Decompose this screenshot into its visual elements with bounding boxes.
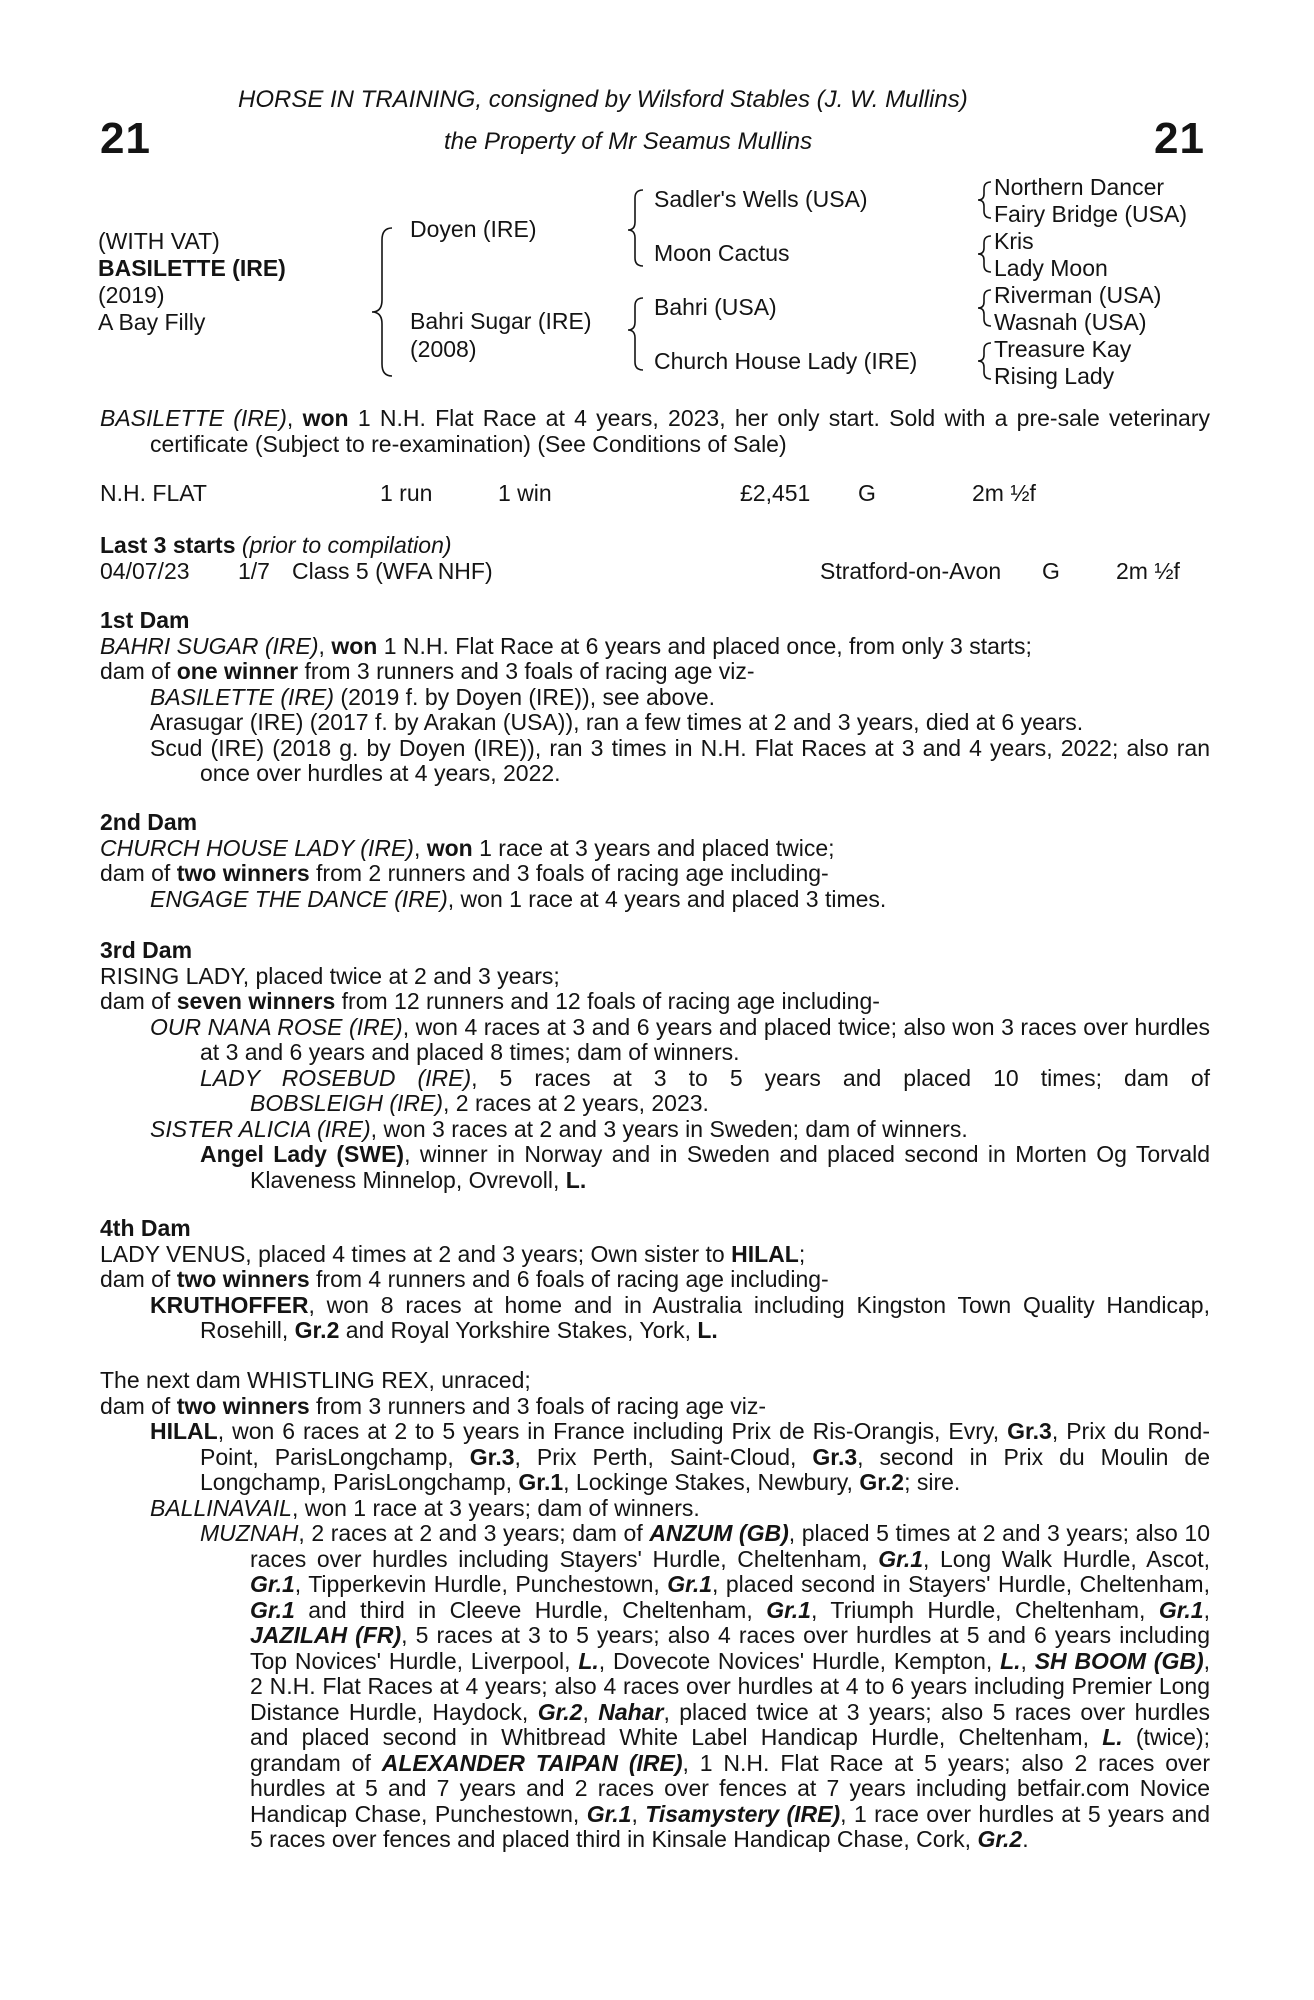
text: ; xyxy=(798,1240,806,1267)
text: , Triumph Hurdle, Cheltenham, xyxy=(810,1596,1159,1623)
fourth-dam-heading: 4th Dam xyxy=(100,1215,191,1241)
text: , second in Prix du Moulin de Longchamp, ParisLongchamp, xyxy=(200,1443,1210,1495)
g3-1: Northern Dancer xyxy=(994,174,1165,200)
text: , placed twice at 3 years; also 5 races over hurdles and placed second in Whitbread White Label Handicap Hurdle, Cheltenham, xyxy=(250,1698,1211,1750)
grade-label: Gr.1 xyxy=(250,1596,295,1623)
grade-label: L. xyxy=(578,1647,599,1674)
horse-desc: A Bay Filly xyxy=(98,309,206,335)
produce-name: JAZILAH (FR) xyxy=(250,1622,402,1648)
text: , xyxy=(1203,1596,1210,1623)
won-label: won xyxy=(426,834,473,861)
text: , won 4 races at 3 and 6 years and placed twice; also won 3 races over hurdles at 3 and 6 years and placed 8 times; dam of winners. xyxy=(200,1013,1210,1065)
produce-name: SISTER ALICIA (IRE) xyxy=(150,1115,371,1142)
text: dam of xyxy=(100,988,177,1014)
grade-label: Gr.1 xyxy=(586,1800,632,1827)
hilal-ref: HILAL xyxy=(731,1240,799,1267)
text: . xyxy=(1022,1826,1029,1852)
text: , 2 races at 2 years, 2023. xyxy=(442,1090,709,1116)
third-dam-heading: 3rd Dam xyxy=(100,937,193,963)
produce-name: Angel Lady (SWE) xyxy=(200,1141,405,1167)
g3-3: Kris xyxy=(994,228,1034,254)
produce-name: Tisamystery (IRE) xyxy=(645,1800,841,1827)
produce-name: BASILETTE (IRE) xyxy=(150,683,335,710)
text: , won 1 race at 3 years; dam of winners. xyxy=(291,1494,700,1521)
last3-title xyxy=(100,532,452,559)
produce-name: KRUTHOFFER xyxy=(150,1291,309,1318)
text: , won 6 races at 2 to 5 years in France including Prix de Ris-Orangis, Evry, xyxy=(217,1418,1008,1444)
grade-label: Gr.3 xyxy=(1007,1418,1052,1444)
produce-name: LADY ROSEBUD (IRE) xyxy=(200,1064,472,1091)
text: 1 race at 3 years and placed twice; xyxy=(472,834,835,861)
text: , xyxy=(631,1800,646,1827)
text: from 4 runners and 6 foals of racing age including- xyxy=(309,1266,829,1292)
text: , placed second in Stayers' Hurdle, Cheltenham, xyxy=(712,1571,1210,1597)
last3-dist: 2m ½f xyxy=(1116,558,1180,584)
grade-label: L. xyxy=(697,1317,718,1343)
text: , Lockinge Stakes, Newbury, xyxy=(563,1469,860,1495)
produce-name: SH BOOM (GB) xyxy=(1034,1647,1204,1674)
winners-label: seven winners xyxy=(176,988,336,1014)
grade-label: Gr.2 xyxy=(859,1469,905,1495)
grade-label: Gr.1 xyxy=(878,1545,924,1572)
text: , 5 races at 3 to 5 years and placed 10 times; dam of xyxy=(471,1064,1210,1091)
text: 1 N.H. Flat Race at 6 years and placed once, from only 3 starts; xyxy=(377,632,1032,659)
horse-year: (2019) xyxy=(98,282,165,308)
grade-label: L. xyxy=(565,1166,587,1193)
third-dam xyxy=(100,938,1210,1193)
produce-name: BALLINAVAIL xyxy=(150,1494,292,1521)
winners-label: two winners xyxy=(176,860,310,886)
summary: BASILETTE (IRE), won 1 N.H. Flat Race at 4 years, 2023, her only start. Sold with a pre-sale veterinary certificate (Subject to re-examination) (See Conditions of Sale) xyxy=(100,405,1211,457)
winners-label: two winners xyxy=(176,1392,310,1419)
sep: , xyxy=(413,834,427,861)
won-label: won xyxy=(331,632,378,659)
text: dam of xyxy=(100,1392,177,1419)
last3-pos: 1/7 xyxy=(238,558,270,584)
second-dam-heading: 2nd Dam xyxy=(100,809,198,835)
sire-sire: Sadler's Wells (USA) xyxy=(654,186,868,212)
g3-5: Riverman (USA) xyxy=(994,282,1162,308)
grade-label: Gr.1 xyxy=(1158,1596,1204,1623)
text: , placed 5 times at 2 and 3 years; also 10 races over hurdles including Stayers' Hurdle, Cheltenham, xyxy=(250,1520,1210,1572)
text: , xyxy=(582,1698,599,1725)
last3-date: 04/07/23 xyxy=(100,558,190,584)
text: ; sire. xyxy=(904,1469,961,1495)
last3-note: (prior to compilation) xyxy=(241,532,452,558)
text: and Royal Yorkshire Stakes, York, xyxy=(339,1317,698,1343)
produce-name: HILAL xyxy=(150,1418,218,1444)
header-consignor: HORSE IN TRAINING, consigned by Wilsford Stables (J. W. Mullins) xyxy=(238,86,968,113)
last3-class: Class 5 (WFA NHF) xyxy=(292,558,493,584)
grade-label: Gr.2 xyxy=(977,1826,1023,1852)
summary-text: 1 N.H. Flat Race at 4 years, 2023, her only start. Sold with a pre-sale veterinary certificate (Subject to re-examination) (See Conditions of Sale) xyxy=(150,405,1211,457)
stats-going: G xyxy=(858,480,876,506)
g3-4: Lady Moon xyxy=(994,255,1108,281)
muznah-entry xyxy=(100,1521,1210,1853)
vat-label: (WITH VAT) xyxy=(98,228,220,254)
grade-label: L. xyxy=(1102,1724,1123,1750)
fourth-dam xyxy=(100,1216,1210,1344)
lot-number-left: 21 xyxy=(100,114,151,163)
horse-name: BASILETTE (IRE) xyxy=(98,255,286,281)
stats-runs: 1 run xyxy=(380,480,433,506)
text: from 3 runners and 3 foals of racing age viz- xyxy=(298,658,755,684)
grade-label: Gr.2 xyxy=(537,1698,583,1725)
text: , 2 races at 2 and 3 years; dam of xyxy=(298,1520,650,1546)
g3-6: Wasnah (USA) xyxy=(994,309,1147,335)
produce-name: ALEXANDER TAIPAN (IRE) xyxy=(381,1749,683,1776)
produce-name: OUR NANA ROSE (IRE) xyxy=(150,1013,403,1040)
third-dam-line: RISING LADY, placed twice at 2 and 3 years; xyxy=(100,962,560,989)
hilal-entry xyxy=(100,1419,1210,1496)
produce-arasugar: Arasugar (IRE) (2017 f. by Arakan (USA)), ran a few times at 2 and 3 years, died at 6 years. xyxy=(150,709,1084,735)
lot-number-right: 21 xyxy=(1154,114,1205,163)
text: from 3 runners and 3 foals of racing age viz- xyxy=(309,1392,767,1419)
next-dam xyxy=(100,1368,1210,1853)
text: , won 3 races at 2 and 3 years in Sweden; dam of winners. xyxy=(370,1115,968,1142)
text: (twice); grandam of xyxy=(250,1724,1211,1776)
text: , won 8 races at home and in Australia including Kingston Town Quality Handicap, Rosehill, xyxy=(200,1291,1210,1343)
text: from 12 runners and 12 foals of racing age including- xyxy=(335,988,880,1014)
produce-name: ENGAGE THE DANCE (IRE) xyxy=(150,885,448,912)
produce-name: BOBSLEIGH (IRE) xyxy=(250,1090,443,1116)
grade-label: Gr.1 xyxy=(766,1596,811,1623)
dam-sire: Bahri (USA) xyxy=(654,294,777,320)
stats-wins: 1 win xyxy=(498,480,552,506)
sire-name: Doyen (IRE) xyxy=(410,216,537,242)
text: from 2 runners and 3 foals of racing age including- xyxy=(309,860,829,886)
stats-prize: £2,451 xyxy=(740,480,811,506)
text: , won 1 race at 4 years and placed 3 times. xyxy=(447,885,887,912)
text: , 2 N.H. Flat Races at 4 years; also 4 races over hurdles at 4 to 6 years including Premier Long Distance Hurdle, Haydock, xyxy=(250,1647,1210,1725)
text: , 1 N.H. Flat Race at 5 years; also 2 races over hurdles at 5 and 7 years and 2 races over fences at 7 years including betfair.com Novice Handicap Chase, Punchestown, xyxy=(250,1749,1210,1827)
dam-name: Bahri Sugar (IRE) xyxy=(410,308,592,334)
text: , Tipperkevin Hurdle, Punchestown, xyxy=(294,1571,668,1597)
text: , 5 races at 3 to 5 years; also 4 races over hurdles at 5 and 6 years including Top Novices' Hurdle, Liverpool, xyxy=(250,1622,1210,1674)
sep: , xyxy=(318,632,332,659)
grade-label: Gr.1 xyxy=(667,1571,713,1597)
winners-label: two winners xyxy=(176,1266,310,1292)
text: , Prix du Rond-Point, ParisLongchamp, xyxy=(200,1418,1210,1470)
g3-2: Fairy Bridge (USA) xyxy=(994,201,1187,227)
stats-type: N.H. FLAT xyxy=(100,480,207,506)
text: dam of xyxy=(100,860,177,886)
grade-label: Gr.3 xyxy=(812,1443,858,1470)
text: , winner in Norway and in Sweden and placed second in Morten Og Torvald Klaveness Minnelop, Ovrevoll, xyxy=(250,1141,1211,1193)
text: dam of xyxy=(100,1266,177,1292)
dam-year: (2008) xyxy=(410,336,477,362)
grade-label: Gr.1 xyxy=(518,1469,564,1495)
sire-dam: Moon Cactus xyxy=(654,240,790,266)
header-property: the Property of Mr Seamus Mullins xyxy=(444,128,813,155)
stats-dist: 2m ½f xyxy=(972,480,1036,506)
first-dam-heading: 1st Dam xyxy=(100,607,190,633)
second-dam-name: CHURCH HOUSE LADY (IRE) xyxy=(100,834,414,861)
first-dam xyxy=(100,608,1210,787)
stats-row xyxy=(0,480,1314,510)
last3-going: G xyxy=(1042,558,1060,584)
g3-7: Treasure Kay xyxy=(994,336,1132,362)
summary-won: won xyxy=(302,405,349,431)
text: (2019 f. by Doyen (IRE)), see above. xyxy=(334,683,716,710)
winners-label: one winner xyxy=(176,658,299,684)
produce-name: MUZNAH xyxy=(200,1520,299,1546)
summary-horse: BASILETTE (IRE) xyxy=(100,405,287,431)
text: LADY VENUS, placed 4 times at 2 and 3 years; Own sister to xyxy=(100,1240,732,1267)
produce-name: Nahar xyxy=(598,1698,664,1725)
text: , Prix Perth, Saint-Cloud, xyxy=(514,1443,813,1470)
grade-label: Gr.1 xyxy=(250,1571,295,1597)
next-dam-line: The next dam WHISTLING REX, unraced; xyxy=(100,1367,531,1393)
grade-label: Gr.2 xyxy=(294,1317,340,1343)
second-dam xyxy=(100,810,1210,912)
text: , Long Walk Hurdle, Ascot, xyxy=(923,1545,1210,1572)
produce-scud: Scud (IRE) (2018 g. by Doyen (IRE)), ran 3 times in N.H. Flat Races at 3 and 4 years, 2022; also ran once over hurdles at 4 years, 2022. xyxy=(150,734,1210,786)
grade-label: Gr.3 xyxy=(469,1443,515,1470)
last3-course: Stratford-on-Avon xyxy=(820,558,1002,584)
produce-name: ANZUM (GB) xyxy=(649,1520,789,1546)
dam-dam: Church House Lady (IRE) xyxy=(654,348,918,374)
g3-8: Rising Lady xyxy=(994,363,1115,389)
text: , xyxy=(1020,1647,1035,1674)
text: , Dovecote Novices' Hurdle, Kempton, xyxy=(598,1647,1001,1674)
last3-heading: Last 3 starts xyxy=(100,532,236,558)
text: , 1 race over hurdles at 5 years and 5 races over fences and placed third in Kinsale Handicap Chase, Cork, xyxy=(250,1800,1211,1852)
grade-label: L. xyxy=(1000,1647,1021,1674)
last3-row xyxy=(0,558,1314,588)
text: dam of xyxy=(100,658,177,684)
first-dam-name: BAHRI SUGAR (IRE) xyxy=(100,632,319,659)
text: and third in Cleeve Hurdle, Cheltenham, xyxy=(294,1596,767,1623)
